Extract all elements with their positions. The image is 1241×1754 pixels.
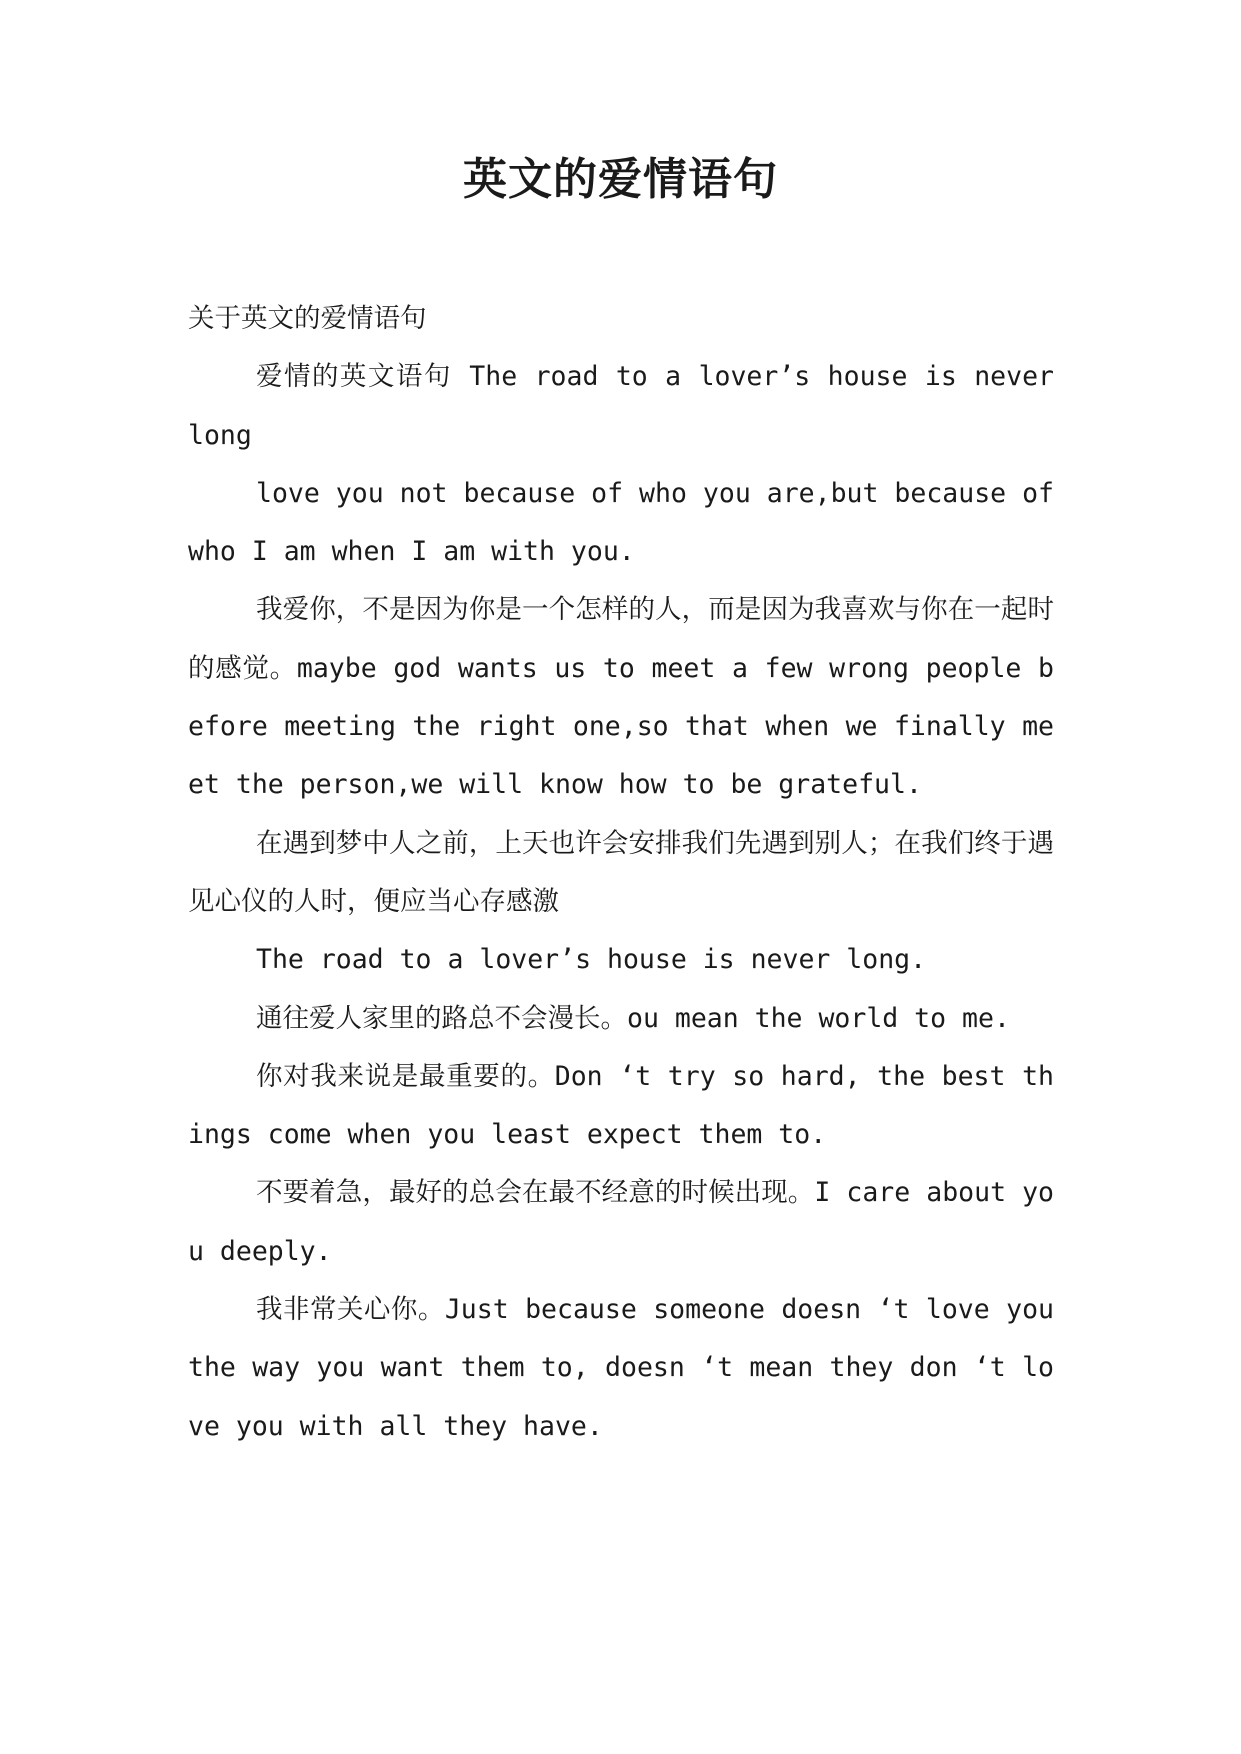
paragraph: 不要着急，最好的总会在最不经意的时候出现。I care about you deeply. [188, 1177, 1054, 1267]
paragraph: 我爱你，不是因为你是一个怎样的人，而是因为我喜欢与你在一起时的感觉。maybe god wants us to meet a few wrong people before meeting the right one,so that when we finally meet the person,we will know how to be grateful. [188, 594, 1054, 801]
paragraph: 我非常关心你。Just because someone doesn ‘t love you the way you want them to, doesn ‘t mean they don ‘t love you with all they have. [188, 1294, 1054, 1442]
paragraph: 通往爱人家里的路总不会漫长。ou mean the world to me. [256, 1002, 1010, 1034]
paragraph: 在遇到梦中人之前，上天也许会安排我们先遇到别人；在我们终于遇见心仪的人时，便应当心存感激 [188, 827, 1054, 917]
paragraph: 你对我来说是最重要的。Don ‘t try so hard, the best things come when you least expect them to. [188, 1060, 1054, 1151]
document-title: 英文的爱情语句 [463, 154, 778, 205]
paragraph: 爱情的英文语句 The road to a lover’s house is never long [188, 361, 1054, 451]
intro-heading: 关于英文的爱情语句 [188, 303, 427, 334]
document-body [188, 290, 1054, 1456]
paragraph: love you not because of who you are,but because of who I am when I am with you. [188, 477, 1054, 568]
paragraph: The road to a lover’s house is never long. [256, 944, 927, 976]
